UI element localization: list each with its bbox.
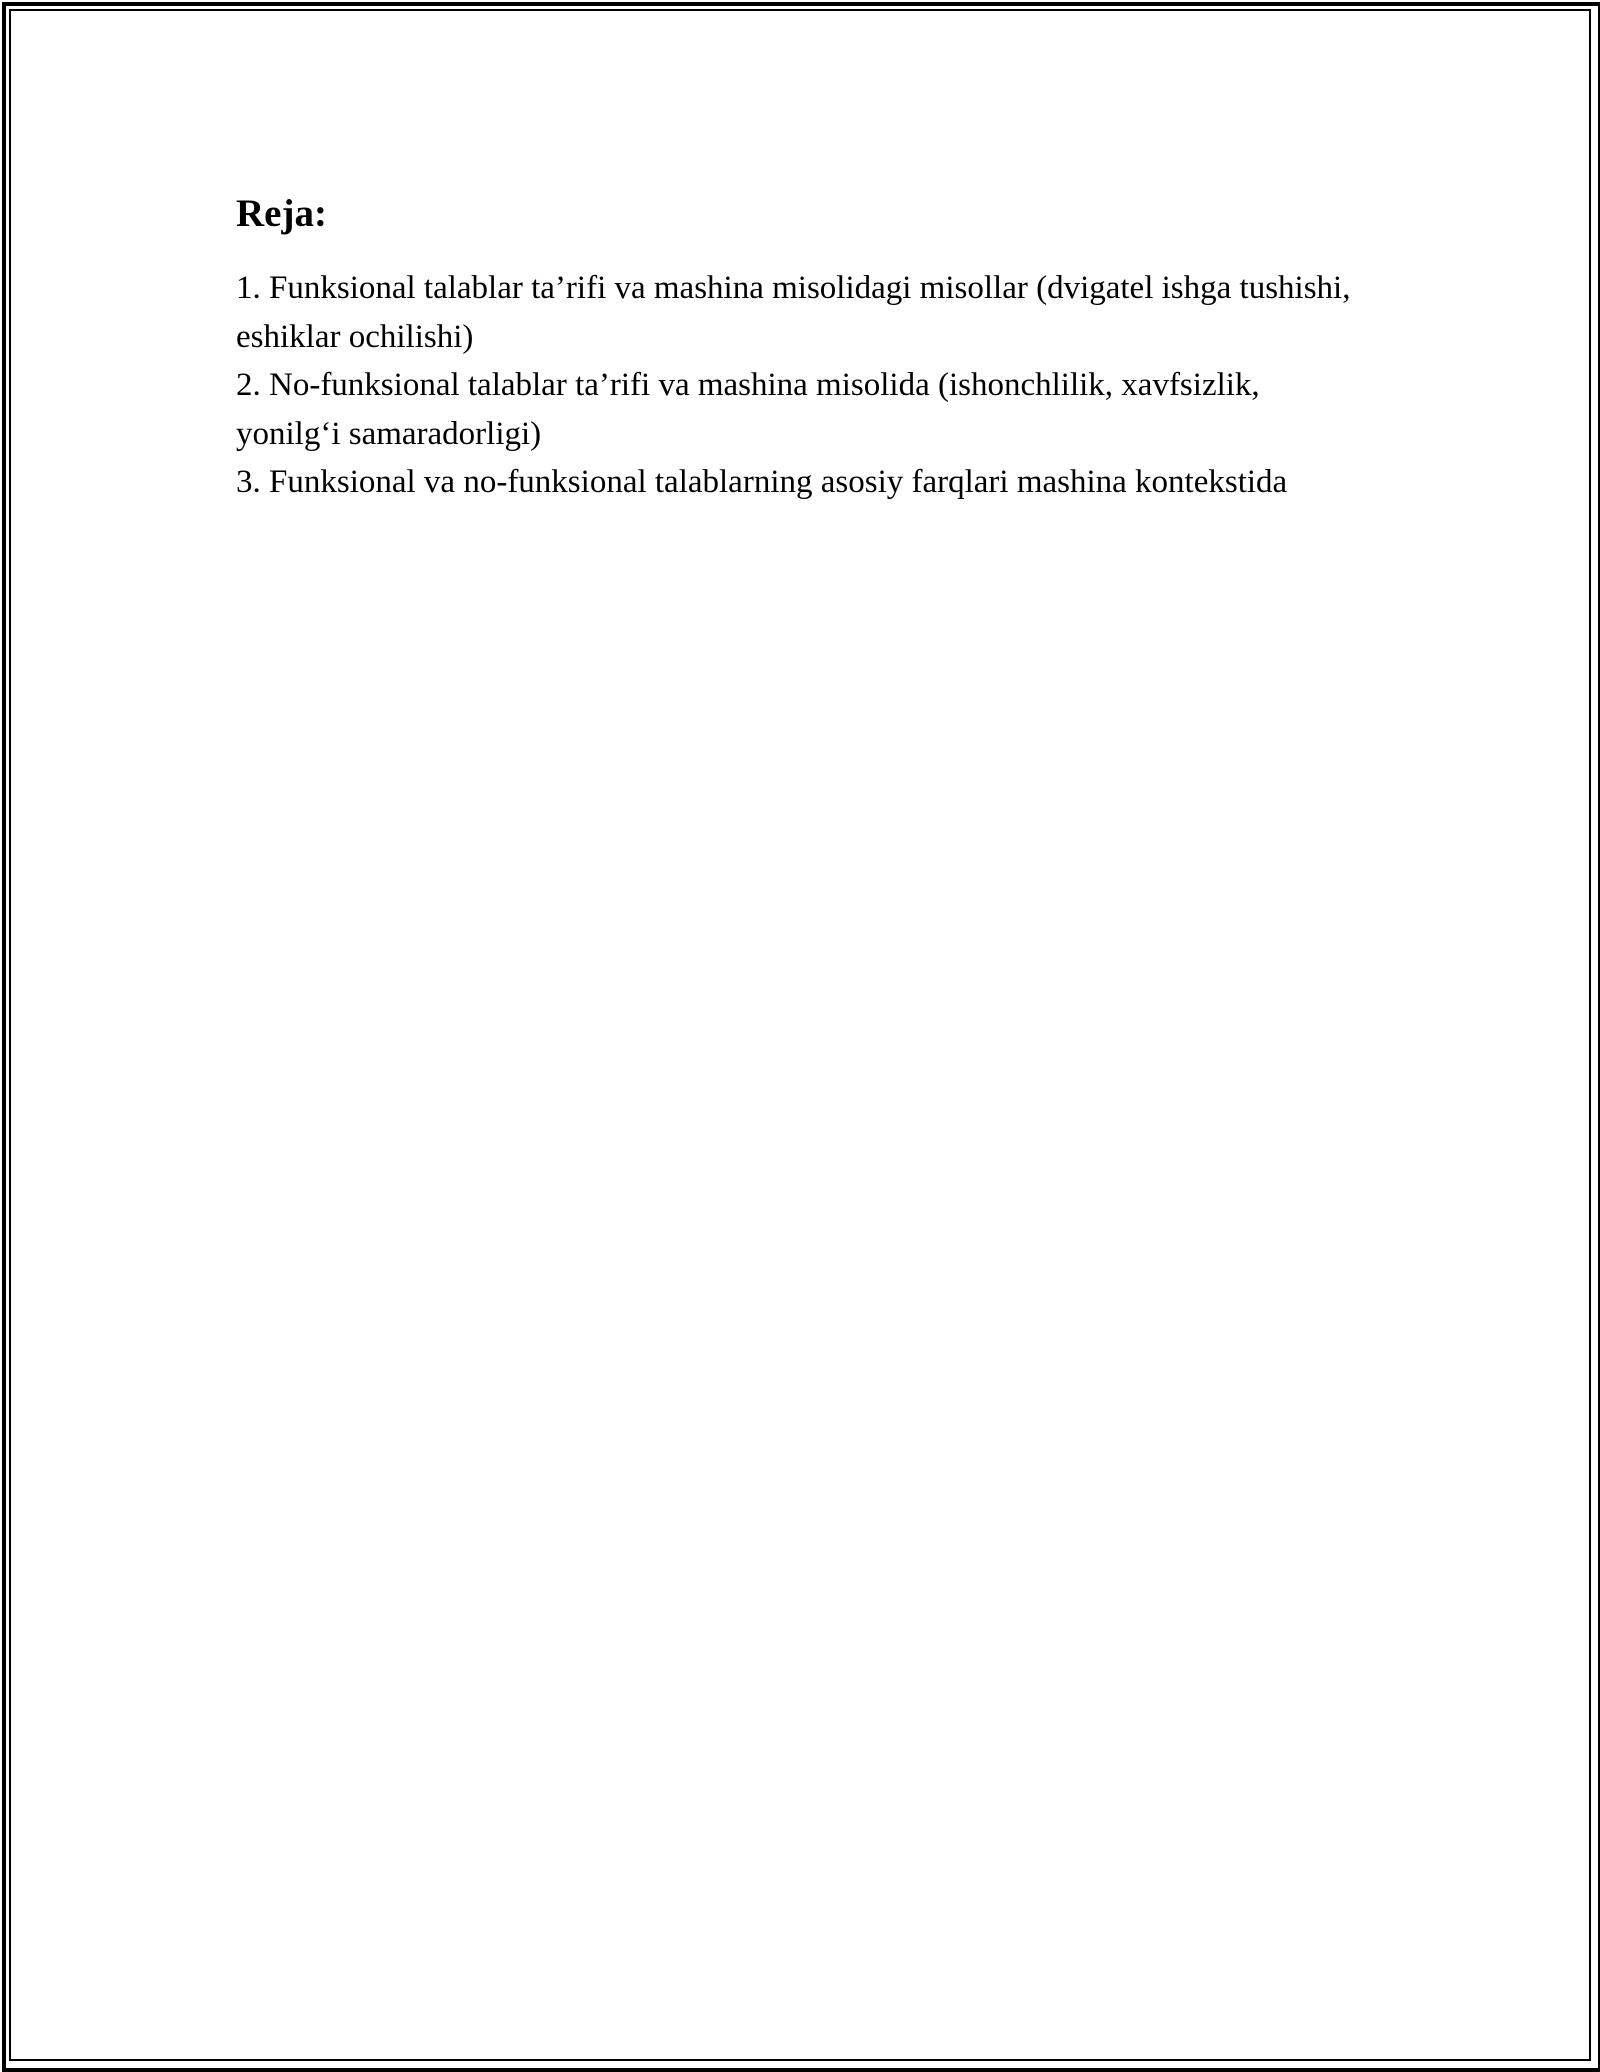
plan-heading: Reja: — [236, 192, 327, 235]
document-body — [236, 190, 1366, 507]
plan-item-2: 2. No-funksional talablar ta’rifi va mashina misolida (ishonchlilik, xavfsizlik, yonilg‘i samaradorligi) — [236, 367, 1260, 452]
plan-item-1: 1. Funksional talablar ta’rifi va mashina misolidagi misollar (dvigatel ishga tushishi, eshiklar ochilishi) — [236, 270, 1351, 355]
plan-list — [236, 264, 1366, 507]
plan-item-3: 3. Funksional va no-funksional talablarning asosiy farqlari mashina kontekstida — [236, 464, 1288, 500]
